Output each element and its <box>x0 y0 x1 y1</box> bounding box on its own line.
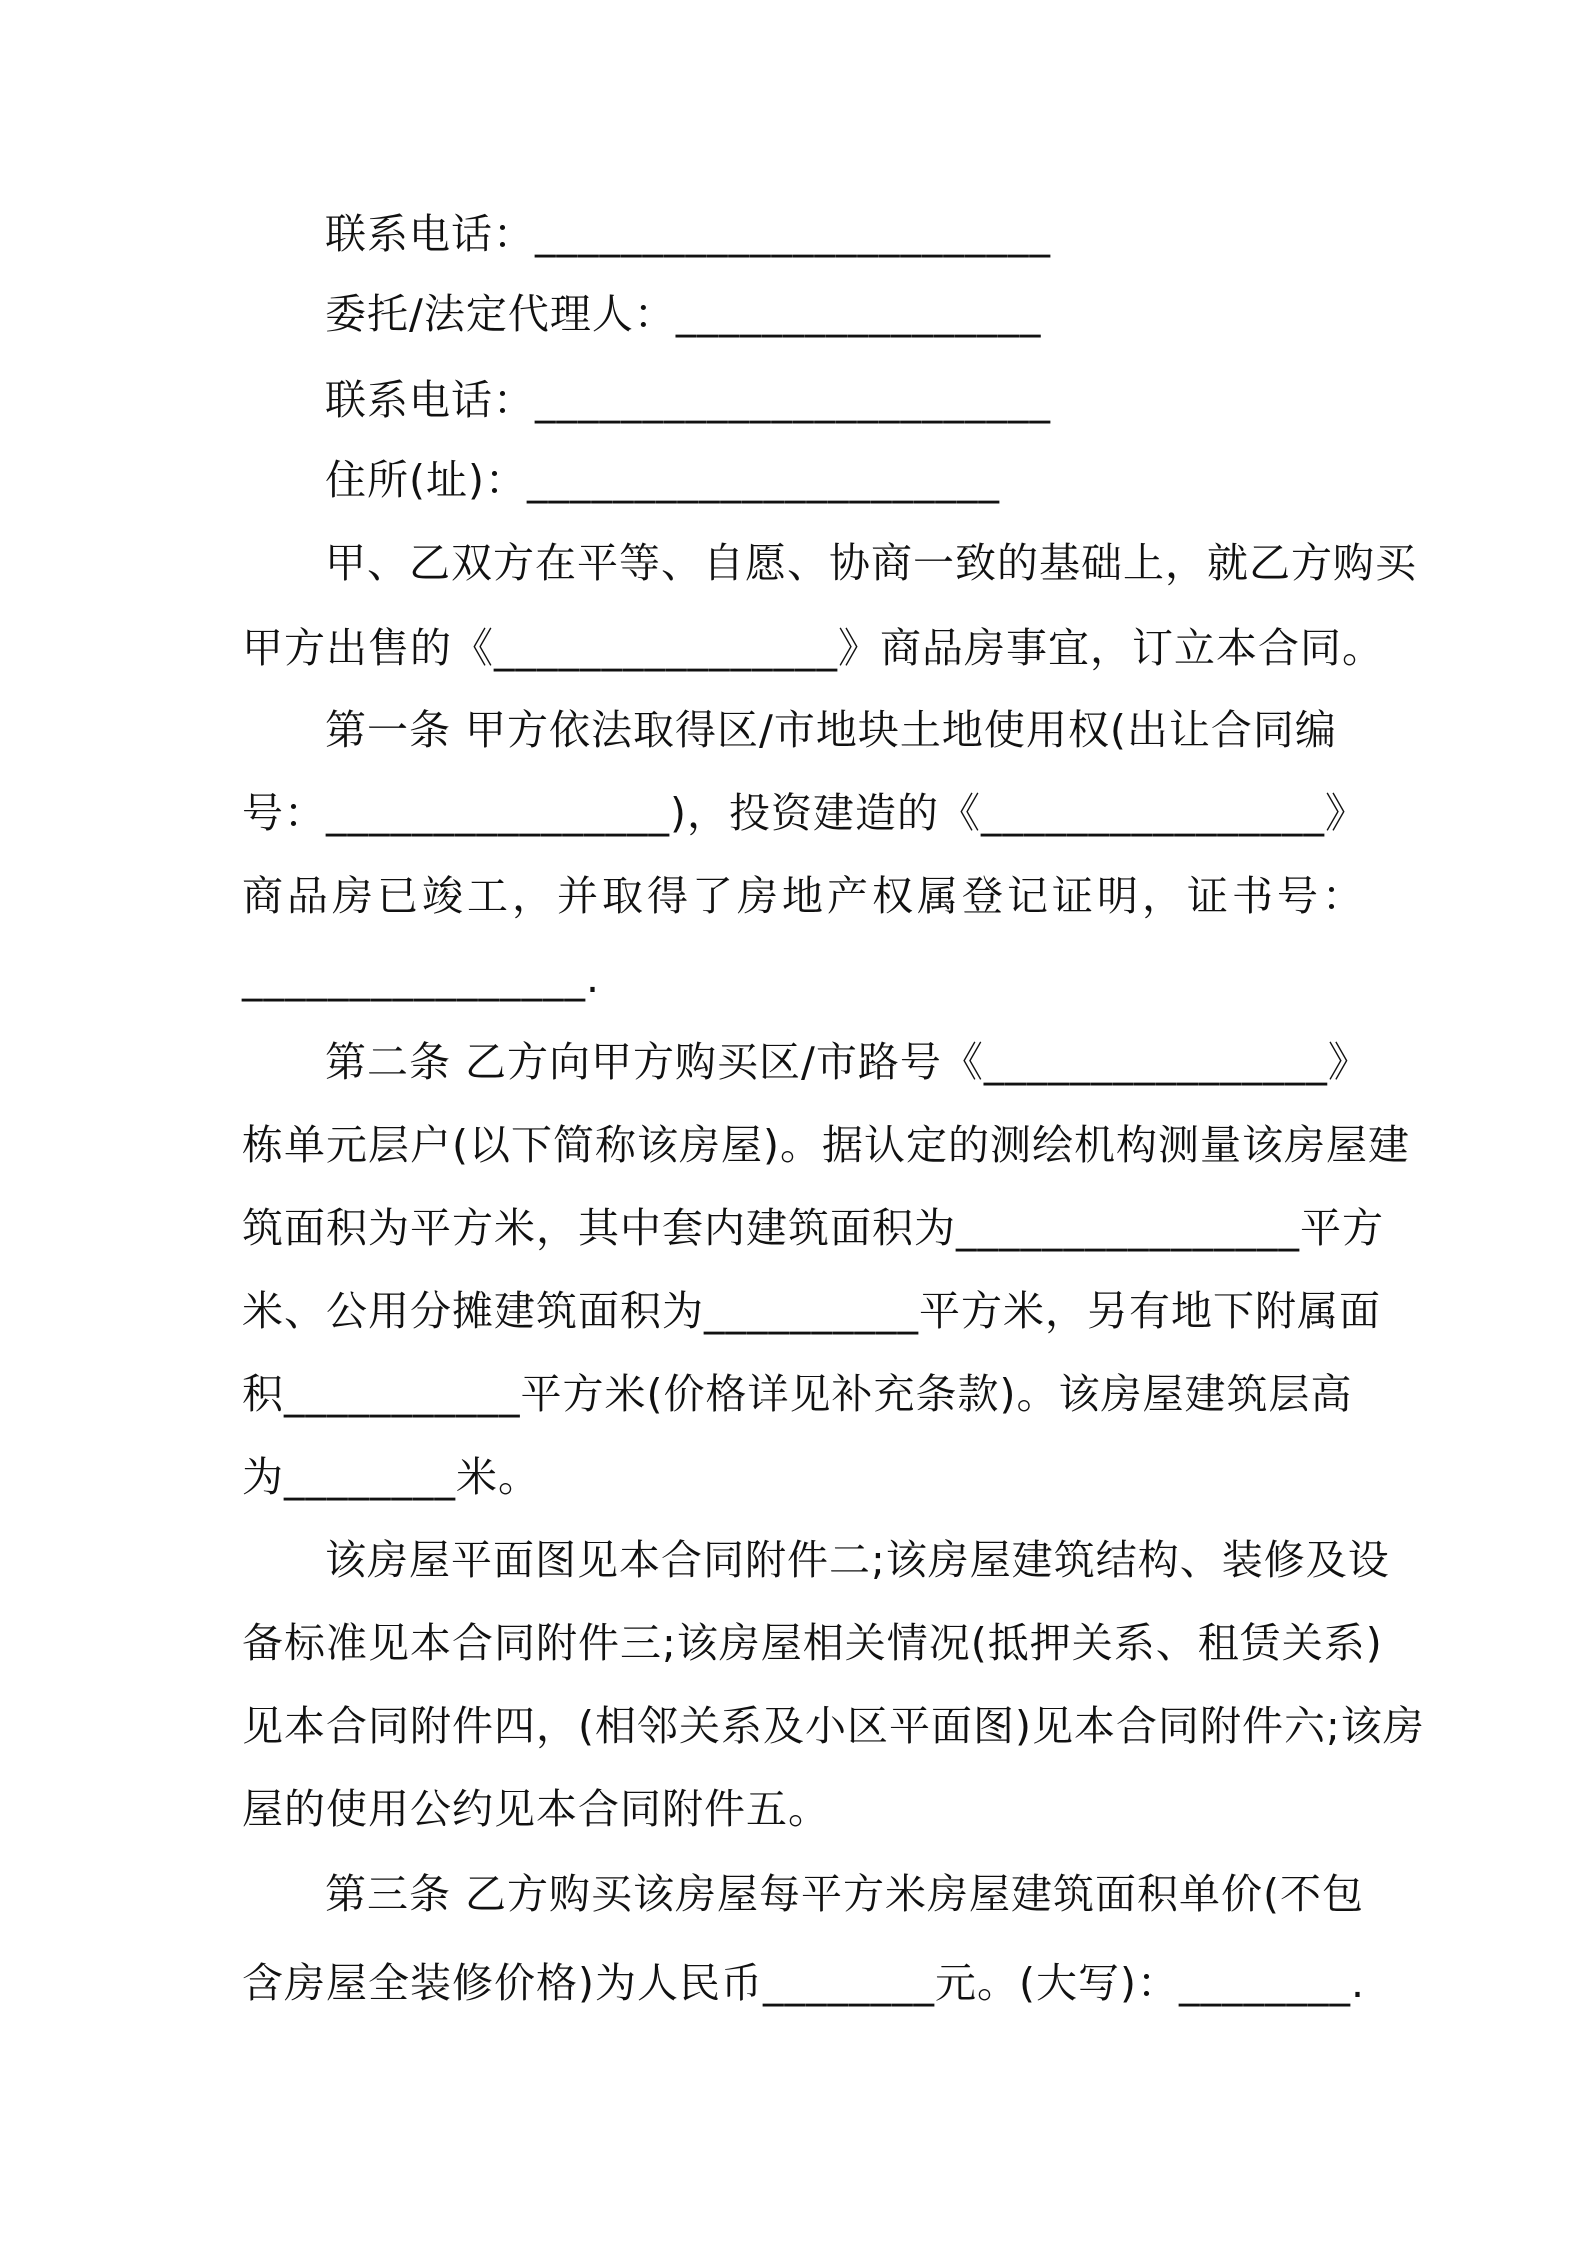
article-2-line-6: 为________米。 <box>242 1453 540 1501</box>
article-2-line-3: 筑面积为平方米，其中套内建筑面积为________________平方 <box>242 1204 1384 1252</box>
article-2-line-2: 栋单元层户(以下简称该房屋)。据认定的测绘机构测量该房屋建 <box>242 1121 1410 1169</box>
attachments-line-3: 见本合同附件四，(相邻关系及小区平面图)见本合同附件六;该房 <box>242 1702 1425 1750</box>
article-1-line-4: ________________. <box>242 954 601 1002</box>
article-1-line-2: 号：________________)，投资建造的《________________》 <box>242 789 1367 837</box>
article-2-line-4: 米、公用分摊建筑面积为__________平方米，另有地下附属面 <box>242 1287 1381 1335</box>
address-line: 住所(址)：______________________ <box>325 456 1000 504</box>
agent-line: 委托/法定代理人：_________________ <box>325 290 1042 338</box>
contact-phone-line-1: 联系电话：________________________ <box>325 210 1051 258</box>
article-2-line-1: 第二条 乙方向甲方购买区/市路号《________________》 <box>325 1038 1370 1086</box>
contact-phone-line-2: 联系电话：________________________ <box>325 376 1051 424</box>
preamble-line-1: 甲、乙双方在平等、自愿、协商一致的基础上，就乙方购买 <box>325 539 1417 587</box>
article-2-line-5: 积___________平方米(价格详见补充条款)。该房屋建筑层高 <box>242 1370 1353 1418</box>
article-3-line-1: 第三条 乙方购买该房屋每平方米房屋建筑面积单价(不包 <box>325 1870 1365 1918</box>
article-1-line-3: 商品房已竣工，并取得了房地产权属登记证明，证书号： <box>242 872 1367 920</box>
attachments-line-2: 备标准见本合同附件三;该房屋相关情况(抵押关系、租赁关系) <box>242 1619 1383 1667</box>
preamble-line-2: 甲方出售的《________________》商品房事宜，订立本合同。 <box>242 624 1384 672</box>
attachments-line-1: 该房屋平面图见本合同附件二;该房屋建筑结构、装修及设 <box>325 1536 1390 1584</box>
article-3-line-2: 含房屋全装修价格)为人民币________元。(大写)：________. <box>242 1959 1366 2007</box>
attachments-line-4: 屋的使用公约见本合同附件五。 <box>242 1785 830 1833</box>
article-1-line-1: 第一条 甲方依法取得区/市地块土地使用权(出让合同编 <box>325 706 1337 754</box>
